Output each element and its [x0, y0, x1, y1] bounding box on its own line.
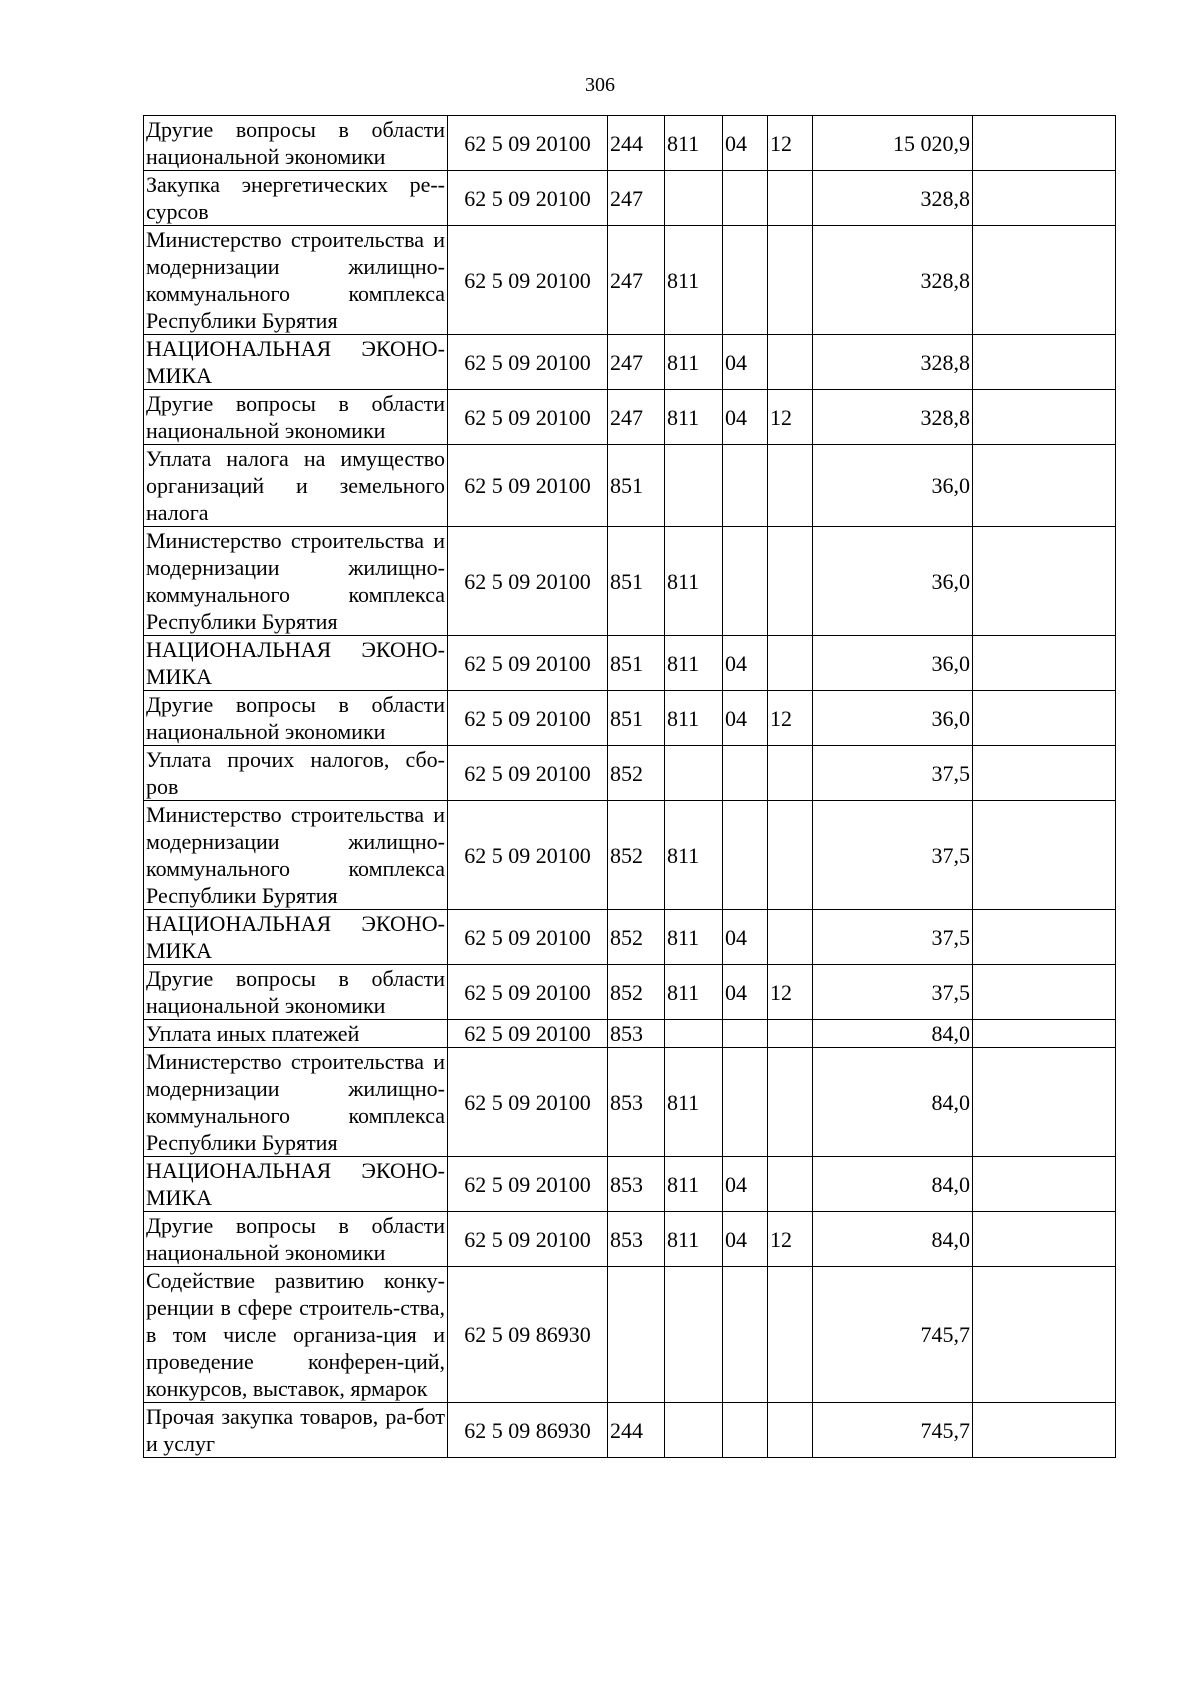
- target-article-cell: 62 5 09 20100: [448, 527, 608, 636]
- department-code-cell: [665, 1403, 723, 1458]
- department-code-cell: [665, 1020, 723, 1048]
- amount-cell: 745,7: [813, 1267, 973, 1403]
- department-code-cell: 811: [665, 390, 723, 445]
- amount-cell: 37,5: [813, 801, 973, 910]
- target-article-cell: 62 5 09 20100: [448, 1212, 608, 1267]
- target-article-cell: 62 5 09 20100: [448, 1157, 608, 1212]
- target-article-cell: 62 5 09 20100: [448, 691, 608, 746]
- row-name-cell: Прочая закупка товаров, ра-бот и услуг: [144, 1403, 448, 1458]
- expense-type-cell: 247: [608, 171, 665, 226]
- amount-cell: 36,0: [813, 445, 973, 527]
- target-article-cell: 62 5 09 20100: [448, 1020, 608, 1048]
- extra-cell: [973, 1212, 1116, 1267]
- extra-cell: [973, 116, 1116, 171]
- table-row: [144, 1048, 1116, 1157]
- department-code-cell: 811: [665, 226, 723, 335]
- amount-cell: 328,8: [813, 171, 973, 226]
- amount-cell: 36,0: [813, 691, 973, 746]
- department-code-cell: [665, 171, 723, 226]
- expense-type-cell: 853: [608, 1212, 665, 1267]
- target-article-cell: 62 5 09 20100: [448, 801, 608, 910]
- subsection-cell: [768, 1020, 813, 1048]
- budget-table: [143, 115, 1116, 1458]
- table-row: [144, 1267, 1116, 1403]
- amount-cell: 328,8: [813, 390, 973, 445]
- table-row: [144, 171, 1116, 226]
- row-name-cell: НАЦИОНАЛЬНАЯ ЭКОНО-МИКА: [144, 910, 448, 965]
- table-row: [144, 390, 1116, 445]
- extra-cell: [973, 445, 1116, 527]
- subsection-cell: [768, 1157, 813, 1212]
- table-row: [144, 691, 1116, 746]
- extra-cell: [973, 226, 1116, 335]
- subsection-cell: 12: [768, 116, 813, 171]
- expense-type-cell: 851: [608, 527, 665, 636]
- department-code-cell: 811: [665, 1157, 723, 1212]
- subsection-cell: [768, 801, 813, 910]
- target-article-cell: 62 5 09 20100: [448, 226, 608, 335]
- subsection-cell: 12: [768, 390, 813, 445]
- amount-cell: 328,8: [813, 335, 973, 390]
- target-article-cell: 62 5 09 86930: [448, 1403, 608, 1458]
- subsection-cell: [768, 1403, 813, 1458]
- subsection-cell: [768, 335, 813, 390]
- extra-cell: [973, 171, 1116, 226]
- section-cell: [723, 1020, 768, 1048]
- table-row: [144, 636, 1116, 691]
- target-article-cell: 62 5 09 20100: [448, 636, 608, 691]
- subsection-cell: 12: [768, 965, 813, 1020]
- row-name-cell: Министерство строительства и модернизации жилищно-коммунального комплекса Республики Бурятия: [144, 226, 448, 335]
- department-code-cell: 811: [665, 527, 723, 636]
- extra-cell: [973, 1020, 1116, 1048]
- department-code-cell: 811: [665, 335, 723, 390]
- expense-type-cell: 851: [608, 691, 665, 746]
- department-code-cell: [665, 746, 723, 801]
- amount-cell: 37,5: [813, 965, 973, 1020]
- department-code-cell: 811: [665, 636, 723, 691]
- amount-cell: 37,5: [813, 910, 973, 965]
- table-row: [144, 445, 1116, 527]
- amount-cell: 36,0: [813, 636, 973, 691]
- expense-type-cell: 851: [608, 445, 665, 527]
- expense-type-cell: [608, 1267, 665, 1403]
- department-code-cell: 811: [665, 1212, 723, 1267]
- extra-cell: [973, 1403, 1116, 1458]
- table-row: [144, 1403, 1116, 1458]
- amount-cell: 15 020,9: [813, 116, 973, 171]
- amount-cell: 745,7: [813, 1403, 973, 1458]
- target-article-cell: 62 5 09 20100: [448, 390, 608, 445]
- table-row: [144, 910, 1116, 965]
- row-name-cell: НАЦИОНАЛЬНАЯ ЭКОНО-МИКА: [144, 335, 448, 390]
- subsection-cell: [768, 171, 813, 226]
- row-name-cell: Другие вопросы в области национальной экономики: [144, 390, 448, 445]
- table-row: [144, 1157, 1116, 1212]
- table-row: [144, 746, 1116, 801]
- target-article-cell: 62 5 09 20100: [448, 746, 608, 801]
- page-number: 306: [585, 74, 615, 96]
- expense-type-cell: 853: [608, 1020, 665, 1048]
- target-article-cell: 62 5 09 20100: [448, 965, 608, 1020]
- expense-type-cell: 852: [608, 801, 665, 910]
- table-row: [144, 965, 1116, 1020]
- expense-type-cell: 852: [608, 746, 665, 801]
- extra-cell: [973, 527, 1116, 636]
- section-cell: [723, 801, 768, 910]
- row-name-cell: Министерство строительства и модернизации жилищно-коммунального комплекса Республики Бурятия: [144, 801, 448, 910]
- department-code-cell: 811: [665, 910, 723, 965]
- amount-cell: 37,5: [813, 746, 973, 801]
- extra-cell: [973, 691, 1116, 746]
- department-code-cell: 811: [665, 116, 723, 171]
- row-name-cell: Уплата прочих налогов, сбо-ров: [144, 746, 448, 801]
- row-name-cell: Другие вопросы в области национальной экономики: [144, 116, 448, 171]
- row-name-cell: НАЦИОНАЛЬНАЯ ЭКОНО-МИКА: [144, 1157, 448, 1212]
- table-row: [144, 226, 1116, 335]
- amount-cell: 328,8: [813, 226, 973, 335]
- department-code-cell: 811: [665, 691, 723, 746]
- subsection-cell: 12: [768, 1212, 813, 1267]
- target-article-cell: 62 5 09 20100: [448, 116, 608, 171]
- table-row: [144, 335, 1116, 390]
- extra-cell: [973, 910, 1116, 965]
- section-cell: [723, 1048, 768, 1157]
- row-name-cell: Министерство строительства и модернизации жилищно-коммунального комплекса Республики Бурятия: [144, 527, 448, 636]
- row-name-cell: Уплата налога на имущество организаций и земельного налога: [144, 445, 448, 527]
- section-cell: [723, 1403, 768, 1458]
- row-name-cell: Другие вопросы в области национальной экономики: [144, 691, 448, 746]
- amount-cell: 84,0: [813, 1020, 973, 1048]
- subsection-cell: 12: [768, 691, 813, 746]
- extra-cell: [973, 965, 1116, 1020]
- expense-type-cell: 851: [608, 636, 665, 691]
- amount-cell: 84,0: [813, 1212, 973, 1267]
- extra-cell: [973, 390, 1116, 445]
- subsection-cell: [768, 527, 813, 636]
- target-article-cell: 62 5 09 20100: [448, 910, 608, 965]
- subsection-cell: [768, 746, 813, 801]
- expense-type-cell: 247: [608, 226, 665, 335]
- section-cell: 04: [723, 335, 768, 390]
- extra-cell: [973, 801, 1116, 910]
- target-article-cell: 62 5 09 20100: [448, 1048, 608, 1157]
- section-cell: [723, 226, 768, 335]
- table-row: [144, 1020, 1116, 1048]
- table-row: [144, 801, 1116, 910]
- extra-cell: [973, 636, 1116, 691]
- target-article-cell: 62 5 09 20100: [448, 171, 608, 226]
- section-cell: 04: [723, 965, 768, 1020]
- department-code-cell: [665, 445, 723, 527]
- row-name-cell: НАЦИОНАЛЬНАЯ ЭКОНО-МИКА: [144, 636, 448, 691]
- subsection-cell: [768, 1048, 813, 1157]
- extra-cell: [973, 335, 1116, 390]
- table-row: [144, 116, 1116, 171]
- section-cell: [723, 171, 768, 226]
- row-name-cell: Уплата иных платежей: [144, 1020, 448, 1048]
- department-code-cell: 811: [665, 1048, 723, 1157]
- expense-type-cell: 247: [608, 335, 665, 390]
- section-cell: 04: [723, 910, 768, 965]
- extra-cell: [973, 1267, 1116, 1403]
- expense-type-cell: 853: [608, 1157, 665, 1212]
- expense-type-cell: 244: [608, 1403, 665, 1458]
- section-cell: [723, 746, 768, 801]
- department-code-cell: [665, 1267, 723, 1403]
- section-cell: [723, 527, 768, 636]
- extra-cell: [973, 1157, 1116, 1212]
- row-name-cell: Другие вопросы в области национальной экономики: [144, 965, 448, 1020]
- target-article-cell: 62 5 09 20100: [448, 335, 608, 390]
- expense-type-cell: 852: [608, 910, 665, 965]
- row-name-cell: Другие вопросы в области национальной экономики: [144, 1212, 448, 1267]
- section-cell: 04: [723, 390, 768, 445]
- expense-type-cell: 853: [608, 1048, 665, 1157]
- department-code-cell: 811: [665, 801, 723, 910]
- subsection-cell: [768, 1267, 813, 1403]
- department-code-cell: 811: [665, 965, 723, 1020]
- extra-cell: [973, 746, 1116, 801]
- target-article-cell: 62 5 09 20100: [448, 445, 608, 527]
- expense-type-cell: 247: [608, 390, 665, 445]
- subsection-cell: [768, 226, 813, 335]
- expense-type-cell: 852: [608, 965, 665, 1020]
- section-cell: 04: [723, 116, 768, 171]
- section-cell: 04: [723, 1212, 768, 1267]
- row-name-cell: Содействие развитию конку-ренции в сфере строитель-ства, в том числе организа-ция и проведение конферен-ций, конкурсов, выставок, ярмарок: [144, 1267, 448, 1403]
- section-cell: 04: [723, 1157, 768, 1212]
- amount-cell: 36,0: [813, 527, 973, 636]
- table-row: [144, 1212, 1116, 1267]
- table-row: [144, 527, 1116, 636]
- subsection-cell: [768, 636, 813, 691]
- row-name-cell: Министерство строительства и модернизации жилищно-коммунального комплекса Республики Бурятия: [144, 1048, 448, 1157]
- section-cell: 04: [723, 691, 768, 746]
- expense-type-cell: 244: [608, 116, 665, 171]
- extra-cell: [973, 1048, 1116, 1157]
- section-cell: 04: [723, 636, 768, 691]
- subsection-cell: [768, 910, 813, 965]
- amount-cell: 84,0: [813, 1157, 973, 1212]
- amount-cell: 84,0: [813, 1048, 973, 1157]
- section-cell: [723, 445, 768, 527]
- row-name-cell: Закупка энергетических ре-сурсов: [144, 171, 448, 226]
- section-cell: [723, 1267, 768, 1403]
- subsection-cell: [768, 445, 813, 527]
- target-article-cell: 62 5 09 86930: [448, 1267, 608, 1403]
